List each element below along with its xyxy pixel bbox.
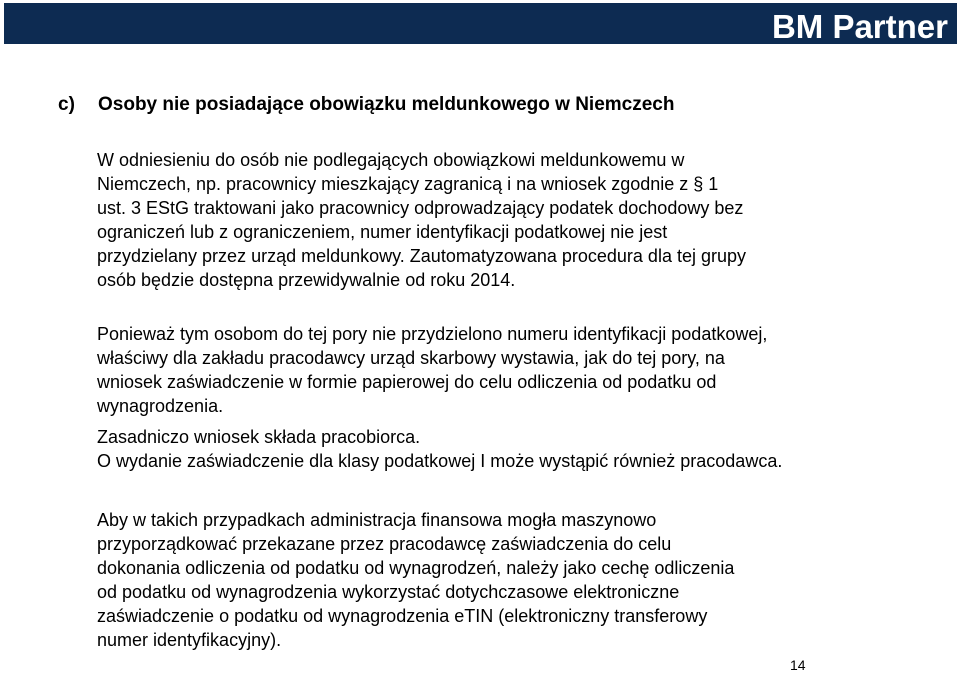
section-letter: c)	[58, 94, 75, 115]
page-number: 14	[790, 657, 806, 673]
paragraph-etin	[97, 508, 734, 652]
section-heading	[58, 93, 674, 117]
paragraph-registration-exemption	[97, 148, 746, 292]
paragraph-line: właściwy dla zakładu pracodawcy urząd skarbowy wystawia, jak do tej pory, na	[97, 348, 725, 368]
paragraph-line: Ponieważ tym osobom do tej pory nie przydzielono numeru identyfikacji podatkowej,	[97, 324, 768, 344]
paragraph-tax-office-certificate	[97, 322, 767, 418]
paragraph-line: Zasadniczo wniosek składa pracobiorca.	[97, 427, 421, 447]
paragraph-line: numer identyfikacyjny).	[97, 630, 282, 650]
paragraph-line: W odniesieniu do osób nie podlegających obowiązkowi meldunkowemu w	[97, 150, 685, 170]
section-title: Osoby nie posiadające obowiązku meldunkowego w Niemczech	[98, 94, 675, 115]
paragraph-line: ust. 3 EStG traktowani jako pracownicy odprowadzający podatek dochodowy bez	[97, 198, 744, 218]
paragraph-line: wniosek zaświadczenie w formie papierowej do celu odliczenia od podatku od	[97, 372, 717, 392]
paragraph-line: ograniczeń lub z ograniczeniem, numer identyfikacji podatkowej nie jest	[97, 222, 668, 242]
paragraph-line: osób będzie dostępna przewidywalnie od roku 2014.	[97, 270, 516, 290]
paragraph-line: wynagrodzenia.	[97, 396, 224, 416]
paragraph-line: zaświadczenie o podatku od wynagrodzenia eTIN (elektroniczny transferowy	[97, 606, 708, 626]
paragraph-employee-application	[97, 425, 420, 449]
paragraph-line: O wydanie zaświadczenie dla klasy podatkowej I może wystąpić również pracodawca.	[97, 451, 783, 471]
paragraph-line: przydzielany przez urząd meldunkowy. Zautomatyzowana procedura dla tej grupy	[97, 246, 746, 266]
paragraph-employer-application	[97, 449, 782, 473]
paragraph-line: od podatku od wynagrodzenia wykorzystać dotychczasowe elektroniczne	[97, 582, 680, 602]
paragraph-line: Aby w takich przypadkach administracja finansowa mogła maszynowo	[97, 510, 657, 530]
brand-title: BM Partner	[771, 8, 948, 45]
paragraph-line: dokonania odliczenia od podatku od wynagrodzeń, należy jako cechę odliczenia	[97, 558, 735, 578]
paragraph-line: Niemczech, np. pracownicy mieszkający zagranicą i na wniosek zgodnie z § 1	[97, 174, 719, 194]
paragraph-line: przyporządkować przekazane przez pracodawcę zaświadczenia do celu	[97, 534, 672, 554]
